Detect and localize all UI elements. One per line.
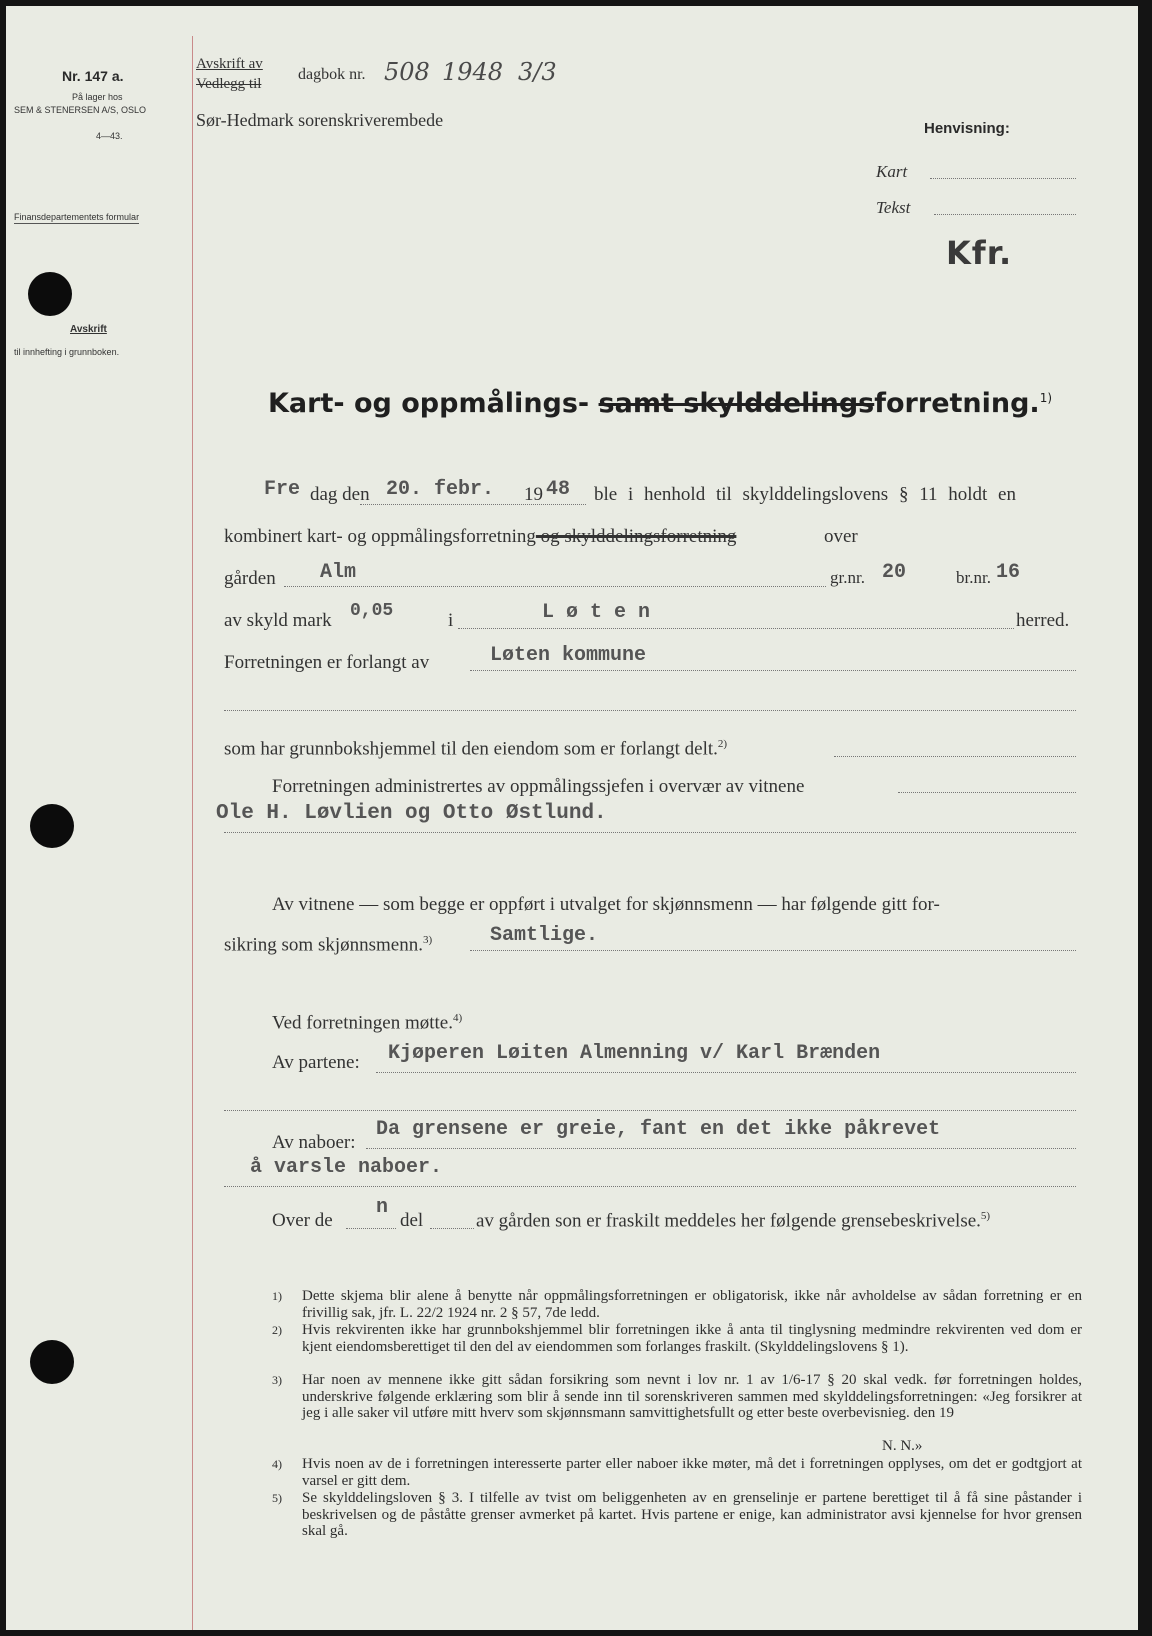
parties-line <box>376 1072 1076 1073</box>
admin-line <box>898 792 1076 793</box>
header-prefix-1: Avskrift av <box>196 56 263 72</box>
footnote-1: Dette skjema blir alene å benytte når oppmålingsforretningen er obligatorisk, ikke når avholdelse av sådan forretning er en frivillig sak, jfr. L. 22/2 1924 nr. 2 § 57, 7de ledd. <box>302 1288 1082 1321</box>
herred-label: herred. <box>1016 610 1070 631</box>
hjemmel-line <box>834 756 1076 757</box>
oath-value: Samtlige. <box>490 924 599 947</box>
date-value: 20. febr. <box>386 478 495 501</box>
document-page <box>6 6 1138 1630</box>
requested-label: Forretningen er forlangt av <box>224 652 430 673</box>
gnr-value: 20 <box>882 561 907 584</box>
skyld-value: 0,05 <box>350 601 394 621</box>
farm-label: gården <box>224 568 276 589</box>
neighbors-label: Av naboer: <box>272 1132 356 1153</box>
oath-line-1: Av vitnene — som begge er oppført i utvalget for skjønnsmenn — har følgende gitt for- <box>272 894 940 915</box>
text-label: Tekst <box>876 198 911 217</box>
form-number: Nr. 147 a. <box>62 68 124 84</box>
dag-den-label: dag den <box>310 484 370 505</box>
footnote-3-num: 3) <box>272 1373 282 1387</box>
farm-name: Alm <box>320 561 357 584</box>
reference-label: Henvisning: <box>924 120 1010 137</box>
footnote-4: Hvis noen av de i forretningen interesserte parter eller naboer ikke møter, må det i forretningen opplyses, om det er godtgjort at varsel er gitt dem. <box>302 1456 1082 1489</box>
year-suffix: 48 <box>546 478 571 501</box>
line2-end: over <box>824 526 858 547</box>
herred-name: L ø t e n <box>542 601 651 624</box>
oath-line-2 <box>224 934 432 956</box>
title-note: 1) <box>1039 391 1053 405</box>
over-de-value: n <box>376 1196 389 1219</box>
footnote-5: Se skylddelingsloven § 3. I tilfelle av tvist om beliggenheten av en grenselinje er partene berettiget til å få sine påstander i beskrivelsen og de påståtte grenser avmerket på kartet. Hvis partene er enige, kan administrator avsi kjennelse for hvor grensen skal gå. <box>302 1490 1082 1539</box>
hjemmel-note: 2) <box>717 738 728 750</box>
footnote-5-num: 5) <box>272 1491 282 1505</box>
requested-line <box>470 670 1076 671</box>
footnote-2-num: 2) <box>272 1323 282 1337</box>
kfr-stamp: Kfr. <box>946 234 1013 272</box>
i-label: i <box>448 610 454 631</box>
line2-start <box>224 526 736 548</box>
gnr-label: gr.nr. <box>830 568 865 587</box>
copy-label: Avskrift <box>70 324 107 335</box>
del-label: del <box>400 1210 424 1231</box>
over-de-label: Over de <box>272 1210 333 1231</box>
del-line <box>430 1228 474 1229</box>
footnote-3: Har noen av mennene ikke gitt sådan forsikring som nevnt i lov nr. 1 av 1/6-17 § 20 skal vedk. før forretningen holdes, underskrive følgende erklæring som blir å sende inn til sorenskriveren sammen med skylddelingsforretningen: «Jeg forsikrer at jeg i alle saker vil utføre mitt hverv som skjønnsmann samvittighetsfullt og etter beste overbevisnieg. den 19 <box>302 1372 1082 1421</box>
witness-line <box>224 832 1076 833</box>
printer-line-1: På lager hos <box>72 92 123 102</box>
parties-value: Kjøperen Løiten Almenning v/ Karl Brænden <box>388 1042 881 1065</box>
line2-start-text: kombinert kart- og oppmålingsforretning <box>224 526 536 547</box>
hjemmel-text-main: som har grunnbokshjemmel til den eiendom som er forlangt delt. <box>224 738 718 760</box>
over-de-line <box>346 1228 396 1229</box>
present-note: 4) <box>452 1012 463 1024</box>
dagbok-number: 508 <box>384 58 430 86</box>
margin-line <box>192 36 193 1630</box>
boundary-text-main: av gården son er fraskilt meddeles her følgende grensebeskrivelse. <box>476 1210 981 1232</box>
blank-line-1 <box>224 710 1076 711</box>
oath-note: 3) <box>422 934 433 946</box>
line2-struck: og skylddelingsforretning <box>535 526 737 547</box>
weekday: Fre <box>264 478 301 501</box>
map-label: Kart <box>876 162 908 181</box>
witnesses: Ole H. Løvlien og Otto Østlund. <box>216 802 607 825</box>
admin-text: Forretningen administrertes av oppmålingssjefen i overvær av vitnene <box>272 776 805 797</box>
herred-line <box>458 628 1014 629</box>
printer-date: 4—43. <box>96 131 123 141</box>
printer-line-2: SEM & STENERSEN A/S, OSLO <box>14 105 147 115</box>
boundary-note: 5) <box>980 1210 991 1222</box>
footnote-3-signature: N. N.» <box>882 1438 923 1454</box>
oath-line <box>470 950 1076 951</box>
bnr-value: 16 <box>996 561 1021 584</box>
punch-hole-1 <box>28 272 72 316</box>
punch-hole-2 <box>30 804 74 848</box>
neighbors-dots-1 <box>366 1148 1076 1149</box>
neighbors-dots-2 <box>224 1186 1076 1187</box>
parties-label: Av partene: <box>272 1052 360 1073</box>
document-title <box>268 388 1052 419</box>
farm-line <box>284 586 826 587</box>
year-prefix: 19 <box>524 484 543 505</box>
footnote-1-num: 1) <box>272 1289 282 1303</box>
skyld-label: av skyld mark <box>224 610 332 631</box>
footnote-4-num: 4) <box>272 1457 282 1471</box>
dagbok-year: 1948 <box>442 58 504 86</box>
boundary-text <box>476 1210 990 1232</box>
date-line <box>360 504 586 505</box>
text-line <box>934 214 1076 215</box>
title-struck: samt skylddelings <box>598 388 875 419</box>
footnote-2: Hvis rekvirenten ikke har grunnbokshjemmel blir forretningen ikke å anta til tinglysning medmindre rekvirenten ved dom er kjent eiendomsberettiget til den del av eiendommen som forlanges fraskilt. (Skylddelingslovens § 1). <box>302 1322 1082 1355</box>
bnr-label: br.nr. <box>956 568 991 587</box>
present-label-text: Ved forretningen møtte. <box>272 1012 453 1034</box>
title-part-1: Kart- og oppmålings- <box>268 388 599 419</box>
line1-rest: ble i henhold til skylddelingslovens § 11 holdt en <box>594 484 1016 505</box>
neighbors-line-1: Da grensene er greie, fant en det ikke påkrevet <box>376 1118 941 1141</box>
header-prefix-2: Vedlegg til <box>196 76 262 92</box>
title-part-2: forretning. <box>874 388 1040 419</box>
dagbok-date: 3/3 <box>518 58 557 86</box>
hjemmel-text <box>224 738 727 760</box>
form-source: Finansdepartementets formular <box>14 212 140 222</box>
dagbok-label: dagbok nr. <box>298 66 366 83</box>
map-line <box>930 178 1076 179</box>
copy-note: til innhefting i grunnboken. <box>14 347 120 357</box>
office-name: Sør-Hedmark sorenskriverembede <box>196 110 444 130</box>
punch-hole-3 <box>30 1340 74 1384</box>
oath-line-2-text: sikring som skjønnsmenn. <box>224 934 423 956</box>
blank-line-2 <box>224 1110 1076 1111</box>
neighbors-line-2: å varsle naboer. <box>250 1156 443 1179</box>
requested-by: Løten kommune <box>490 644 647 667</box>
present-label <box>272 1012 462 1034</box>
